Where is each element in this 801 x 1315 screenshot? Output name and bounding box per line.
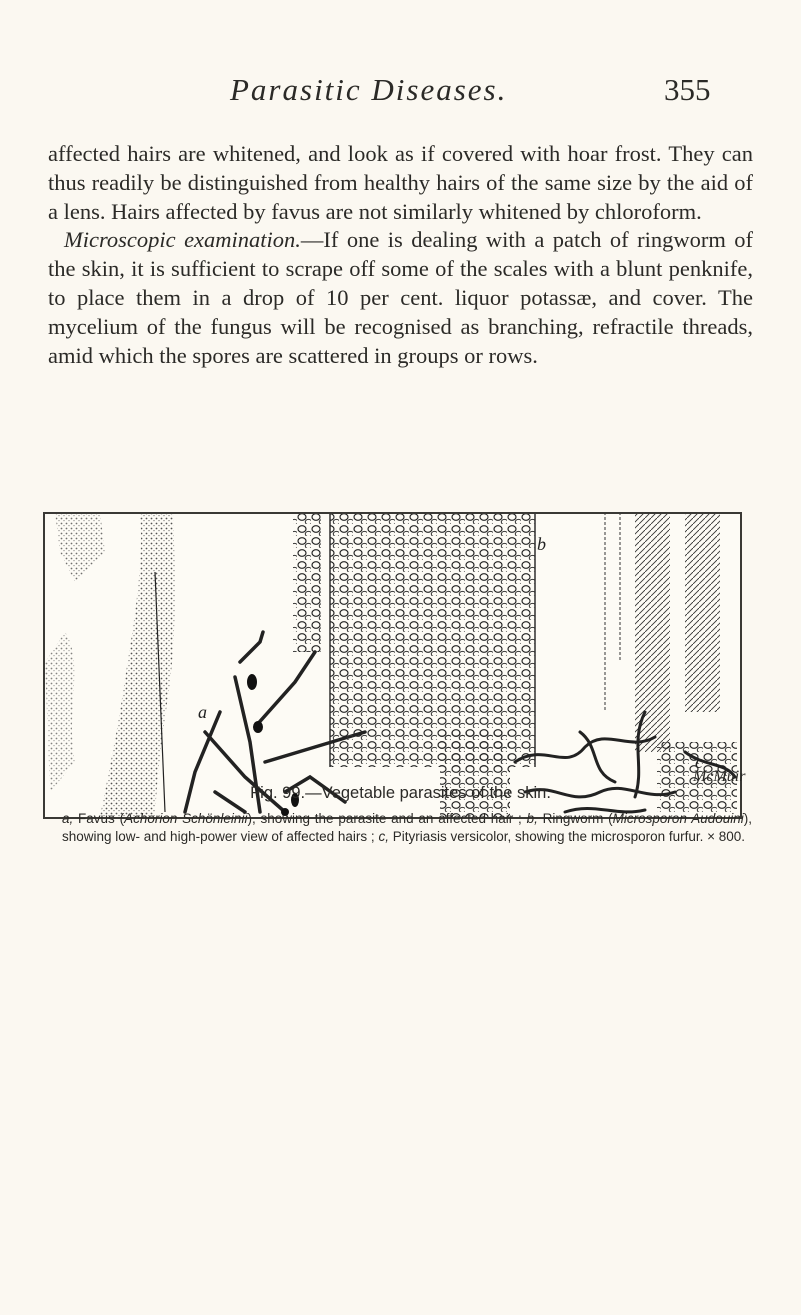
paragraph-2 — [48, 226, 753, 370]
legend-a-desc: showing the parasite and an affected hair ; — [260, 811, 522, 826]
panel-label-a: a — [198, 702, 207, 722]
legend-a-species: Achorion Schönleinii — [124, 811, 248, 826]
legend-a-label: a, — [62, 811, 74, 826]
legend-b-name: Ringworm — [542, 811, 604, 826]
legend-c-desc: showing the microsporon furfur. × 800. — [515, 829, 746, 844]
figure-illustration — [43, 512, 742, 819]
page-number: 355 — [664, 72, 711, 107]
figure-drawing — [45, 512, 740, 817]
figure-top-rule — [45, 512, 740, 514]
legend-a-name: Favus — [78, 811, 115, 826]
figure-legend: a, Favus (Achorion Schönleinii), showing the parasite and an affected hair ; b, Ringworm (Microsporon Audouini), showing low- and high-power view of affected hairs ; c, Pityriasis versicolor, showing the microsporon furfur. × 800. — [62, 811, 753, 844]
paragraph-2-text: —If one is dealing with a patch of ringworm of the skin, it is sufficient to scrape off some of the scales with a blunt penknife, to place them in a drop of 10 per cent. liquor potassæ, and cover. The mycelium of the fungus will be recognised as branching, refractile threads, amid which the spores are scattered in groups or rows. — [48, 227, 753, 368]
legend-c-label: c, — [378, 829, 389, 844]
panel-label-c: c — [695, 752, 703, 772]
running-head: Parasitic Diseases. — [230, 72, 508, 107]
legend-b-desc: showing low- and high-power view of affected hairs ; — [62, 829, 375, 844]
legend-b-label: b, — [526, 811, 538, 826]
paragraph-1: affected hairs are whitened, and look as if covered with hoar frost. They can thus readily be distinguished from healthy hairs of the same size by the aid of a lens. Hairs affected by favus are not similarly whitened by chloroform. — [48, 141, 753, 224]
illustrator-signature: McMuir — [693, 768, 746, 785]
panel-b-ringworm-drawing — [293, 512, 720, 767]
legend-b-species: Microsporon Audouini — [612, 811, 744, 826]
figure-caption: Fig. 99.—Vegetable parasites of the skin. — [250, 784, 551, 802]
panel-label-b: b — [537, 534, 546, 554]
legend-c-name: Pityriasis versicolor, — [392, 829, 512, 844]
paragraph-2-heading: Microscopic examination. — [64, 227, 301, 253]
body-text — [48, 140, 753, 370]
